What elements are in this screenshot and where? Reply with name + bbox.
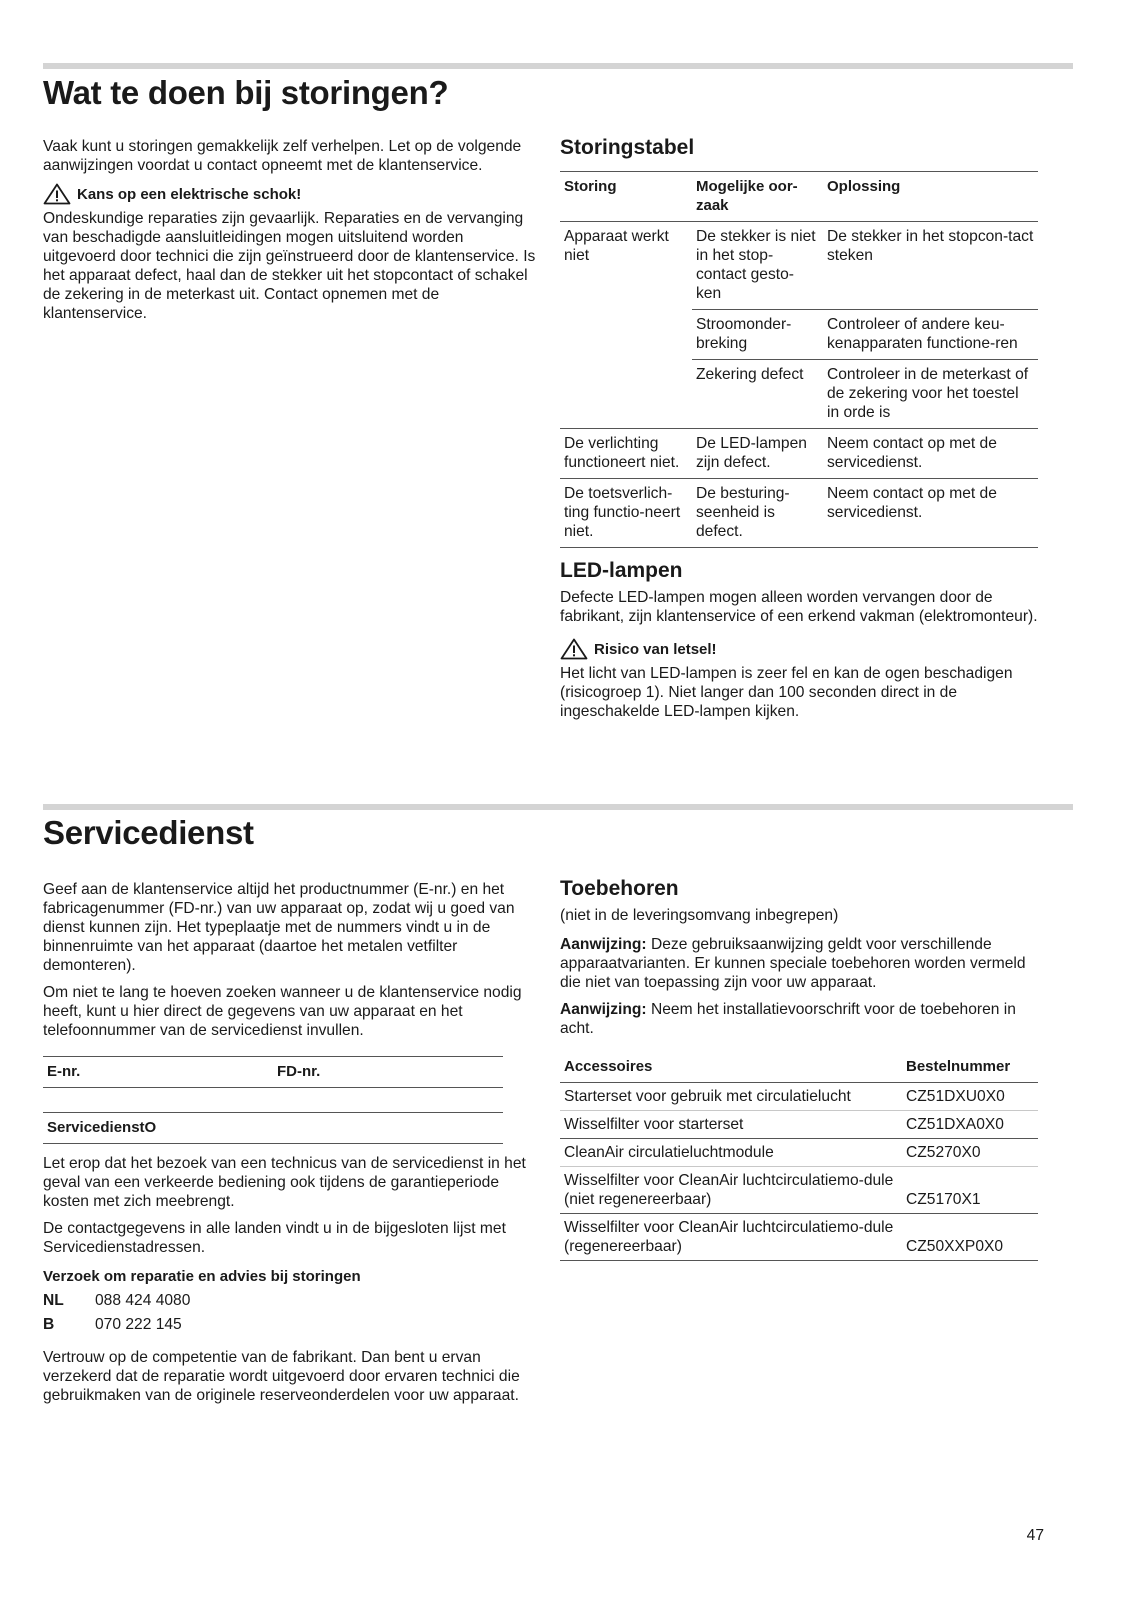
form-label-fdnr: FD-nr.	[277, 1063, 321, 1080]
table-row	[560, 479, 1038, 548]
cell-oplossing: Controleer of andere keu-kenapparaten functione-ren	[823, 310, 1038, 360]
cell-oorzaak: De stekker is niet in het stop-contact gesto-ken	[692, 222, 823, 310]
fault-table	[560, 171, 1038, 548]
note-label: Aanwijzing:	[560, 936, 647, 953]
service-p2: Om niet te lang te hoeven zoeken wanneer u de klantenservice nodig heeft, kunt u hier direct de gegevens van uw apparaat en het telefoonnummer van de servicedienst invullen.	[43, 984, 522, 1039]
form-row-service	[43, 1112, 503, 1144]
header-accessoires: Accessoires	[560, 1048, 902, 1083]
service-p4: De contactgegevens in alle landen vindt u in de bijgesloten lijst met Servicedienstadressen.	[43, 1220, 506, 1256]
table-row	[560, 222, 1038, 310]
right-column-toebehoren	[560, 876, 1038, 1261]
toebehoren-heading: Toebehoren	[560, 877, 679, 900]
accessory-name: Wisselfilter voor starterset	[560, 1111, 902, 1139]
accessory-code: CZ5170X1	[902, 1167, 1038, 1214]
header-oplossing: Oplossing	[823, 172, 1038, 222]
led-text: Defecte LED-lampen mogen alleen worden vervangen door de fabrikant, zijn klantenservice of een erkend vakman (elektromonteur).	[560, 589, 1038, 625]
warning-shock-title: Kans op een elektrische schok!	[77, 185, 302, 203]
warning-triangle-icon	[43, 183, 71, 205]
cell-oorzaak: Stroomonder-breking	[692, 310, 823, 360]
form-label-enr: E-nr.	[47, 1063, 81, 1080]
left-column-servicedienst	[43, 880, 538, 1413]
toebehoren-note2	[560, 1000, 1038, 1038]
toebehoren-subtitle: (niet in de leveringsomvang inbegrepen)	[560, 907, 839, 924]
warning-injury-title: Risico van letsel!	[594, 640, 717, 658]
phone-number: 070 222 145	[95, 1316, 182, 1333]
header-bestelnummer: Bestelnummer	[902, 1048, 1038, 1083]
header-storing: Storing	[560, 172, 692, 222]
table-row	[560, 1083, 1038, 1111]
toebehoren-note1	[560, 935, 1038, 992]
page-title-servicedienst: Servicedienst	[43, 814, 254, 851]
phone-country: B	[43, 1316, 55, 1333]
cell-oplossing: Neem contact op met de servicedienst.	[823, 429, 1038, 479]
table-row	[560, 1214, 1038, 1261]
cell-storing	[560, 360, 692, 429]
accessories-table	[560, 1048, 1038, 1261]
cell-storing: De verlichting functioneert niet.	[560, 429, 692, 479]
cell-storing: Apparaat werkt niet	[560, 222, 692, 310]
accessory-code: CZ5270X0	[902, 1139, 1038, 1167]
cell-oorzaak: De besturing-seenheid is defect.	[692, 479, 823, 548]
service-p3: Let erop dat het bezoek van een technicus van de servicedienst in het geval van een verkeerde bediening ook tijdens de garantieperiode kosten met zich meebrengt.	[43, 1155, 526, 1210]
section-rule-top	[43, 63, 1073, 69]
table-row	[560, 360, 1038, 429]
cell-storing: De toetsverlich-ting functio-neert niet.	[560, 479, 692, 548]
phone-row-b	[43, 1315, 538, 1334]
form-label-service: ServicedienstO	[47, 1119, 157, 1136]
table-row	[560, 1111, 1038, 1139]
table-row	[560, 1139, 1038, 1167]
table-row	[560, 429, 1038, 479]
cell-oorzaak: De LED-lampen zijn defect.	[692, 429, 823, 479]
note-text: Deze gebruiksaanwijzing geldt voor verschillende apparaatvarianten. Er kunnen speciale toebehoren worden vermeld die niet van toepassing zijn voor uw apparaat.	[560, 936, 1026, 991]
led-heading: LED-lampen	[560, 559, 683, 582]
form-row-numbers	[43, 1056, 503, 1088]
service-form	[43, 1056, 503, 1144]
left-column-storingen	[43, 137, 538, 331]
accessory-name: Wisselfilter voor CleanAir luchtcirculatiemo-dule (regenereerbaar)	[560, 1214, 902, 1261]
right-column-storingen	[560, 135, 1038, 729]
note-text: Neem het installatievoorschrift voor de toebehoren in acht.	[560, 1001, 1016, 1037]
warning-shock	[43, 183, 538, 205]
cell-storing	[560, 310, 692, 360]
accessories-header	[560, 1048, 1038, 1083]
phone-number: 088 424 4080	[95, 1292, 191, 1309]
table-row	[560, 310, 1038, 360]
note-label: Aanwijzing:	[560, 1001, 647, 1018]
service-p1: Geef aan de klantenservice altijd het productnummer (E-nr.) en het fabricagenummer (FD-nr.) van uw apparaat op, zodat wij u goed van dienst kunnen zijn. Het typeplaatje met de nummers vindt u in de binnenruimte van het apparaat (daartoe het metalen vetfilter demonteren).	[43, 881, 515, 974]
accessory-code: CZ51DXA0X0	[902, 1111, 1038, 1139]
form-blank-row	[43, 1088, 503, 1112]
accessory-name: Starterset voor gebruik met circulatielucht	[560, 1083, 902, 1111]
cell-oorzaak: Zekering defect	[692, 360, 823, 429]
accessory-name: Wisselfilter voor CleanAir luchtcirculatiemo-dule (niet regenereerbaar)	[560, 1167, 902, 1214]
warning-injury-text: Het licht van LED-lampen is zeer fel en kan de ogen beschadigen (risicogroep 1). Niet langer dan 100 seconden direct in de ingeschakelde LED-lampen kijken.	[560, 665, 1013, 720]
section-rule-middle	[43, 804, 1073, 810]
page-title-storingen: Wat te doen bij storingen?	[43, 74, 449, 111]
accessory-code: CZ50XXP0X0	[902, 1214, 1038, 1261]
cell-oplossing: Neem contact op met de servicedienst.	[823, 479, 1038, 548]
page-number: 47	[1026, 1527, 1044, 1544]
service-p5: Vertrouw op de competentie van de fabrikant. Dan bent u ervan verzekerd dat de reparatie wordt uitgevoerd door ervaren technici die gebruikmaken van de originele reserveonderdelen voor uw apparaat.	[43, 1349, 520, 1404]
phone-row-nl	[43, 1291, 538, 1310]
table-row	[560, 1167, 1038, 1214]
repair-heading: Verzoek om reparatie en advies bij storingen	[43, 1268, 361, 1285]
fault-table-header	[560, 172, 1038, 222]
phone-country: NL	[43, 1292, 64, 1309]
accessory-code: CZ51DXU0X0	[902, 1083, 1038, 1111]
storingstabel-heading: Storingstabel	[560, 136, 695, 159]
accessory-name: CleanAir circulatieluchtmodule	[560, 1139, 902, 1167]
warning-triangle-icon	[560, 638, 588, 660]
cell-oplossing: De stekker in het stopcon-tact steken	[823, 222, 1038, 310]
warning-injury	[560, 638, 1038, 660]
warning-shock-text: Ondeskundige reparaties zijn gevaarlijk. Reparaties en de vervanging van beschadigde aansluitleidingen mogen uitsluitend worden uitgevoerd door technici die zijn geïnstrueerd door de klantenservice. Is het apparaat defect, haal dan de stekker uit het stopcontact of schakel de zekering in de meterkast uit. Contact opnemen met de klantenservice.	[43, 210, 536, 322]
intro-text: Vaak kunt u storingen gemakkelijk zelf verhelpen. Let op de volgende aanwijzingen voordat u contact opneemt met de klantenservice.	[43, 138, 522, 174]
header-oorzaak: Mogelijke oor-zaak	[692, 172, 823, 222]
cell-oplossing: Controleer in de meterkast of de zekering voor het toestel in orde is	[823, 360, 1038, 429]
